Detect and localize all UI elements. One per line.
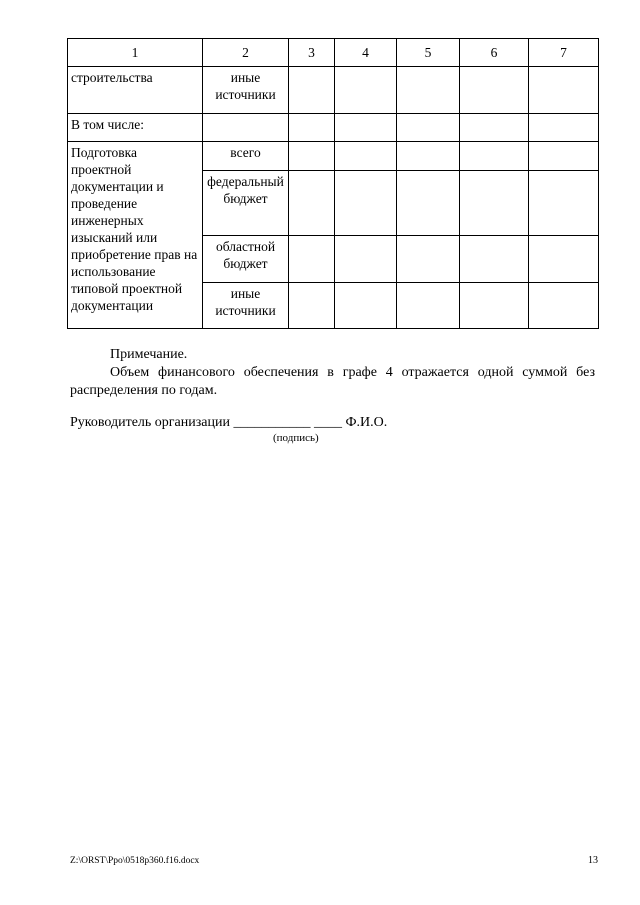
header-cell: 4 (335, 39, 397, 67)
value-cell (397, 171, 460, 236)
value-cell (335, 283, 397, 329)
footer-file-path: Z:\ORST\Ppo\0518p360.f16.docx (70, 856, 200, 866)
source-cell: федеральный бюджет (203, 171, 289, 236)
page-number: 13 (588, 855, 598, 866)
value-cell (529, 67, 599, 114)
value-cell (460, 114, 529, 142)
value-cell (397, 67, 460, 114)
value-cell (397, 236, 460, 283)
source-cell: областной бюджет (203, 236, 289, 283)
signature-caption: (подпись) (273, 432, 319, 444)
value-cell (460, 142, 529, 171)
value-cell (460, 67, 529, 114)
header-cell: 2 (203, 39, 289, 67)
header-cell: 6 (460, 39, 529, 67)
source-cell: иные источники (203, 283, 289, 329)
value-cell (529, 171, 599, 236)
value-cell (335, 67, 397, 114)
value-cell (335, 171, 397, 236)
value-cell (397, 283, 460, 329)
source-cell (203, 114, 289, 142)
financing-table (67, 38, 599, 329)
design-description: Подготовка проектной документации и проведение инженерных изысканий или приобретение прав на использование типовой проектной документации (68, 142, 203, 329)
value-cell (289, 67, 335, 114)
value-cell (289, 114, 335, 142)
value-cell (460, 171, 529, 236)
value-cell (397, 114, 460, 142)
value-cell (289, 171, 335, 236)
row-label: строительства (68, 67, 203, 114)
value-cell (460, 236, 529, 283)
value-cell (335, 142, 397, 171)
value-cell (289, 283, 335, 329)
value-cell (289, 236, 335, 283)
table-row (68, 67, 599, 114)
value-cell (529, 114, 599, 142)
value-cell (460, 283, 529, 329)
value-cell (335, 236, 397, 283)
note-body: Объем финансового обеспечения в графе 4 отражается одной суммой без распределения по годам. (70, 365, 595, 398)
header-cell: 1 (68, 39, 203, 67)
signature-blank: ___________ ____ (233, 415, 342, 430)
value-cell (397, 142, 460, 171)
header-cell: 3 (289, 39, 335, 67)
signature-name: Ф.И.О. (345, 415, 388, 430)
note-title: Примечание. (110, 347, 188, 362)
source-cell: иные источники (203, 67, 289, 114)
value-cell (529, 236, 599, 283)
table-header-row (68, 39, 599, 67)
source-cell: всего (203, 142, 289, 171)
header-cell: 5 (397, 39, 460, 67)
signature-label: Руководитель организации (70, 415, 230, 430)
table-row (68, 114, 599, 142)
value-cell (289, 142, 335, 171)
value-cell (529, 142, 599, 171)
value-cell (529, 283, 599, 329)
table-row (68, 142, 599, 171)
signature-line (70, 414, 387, 432)
row-label: В том числе: (68, 114, 203, 142)
header-cell: 7 (529, 39, 599, 67)
value-cell (335, 114, 397, 142)
